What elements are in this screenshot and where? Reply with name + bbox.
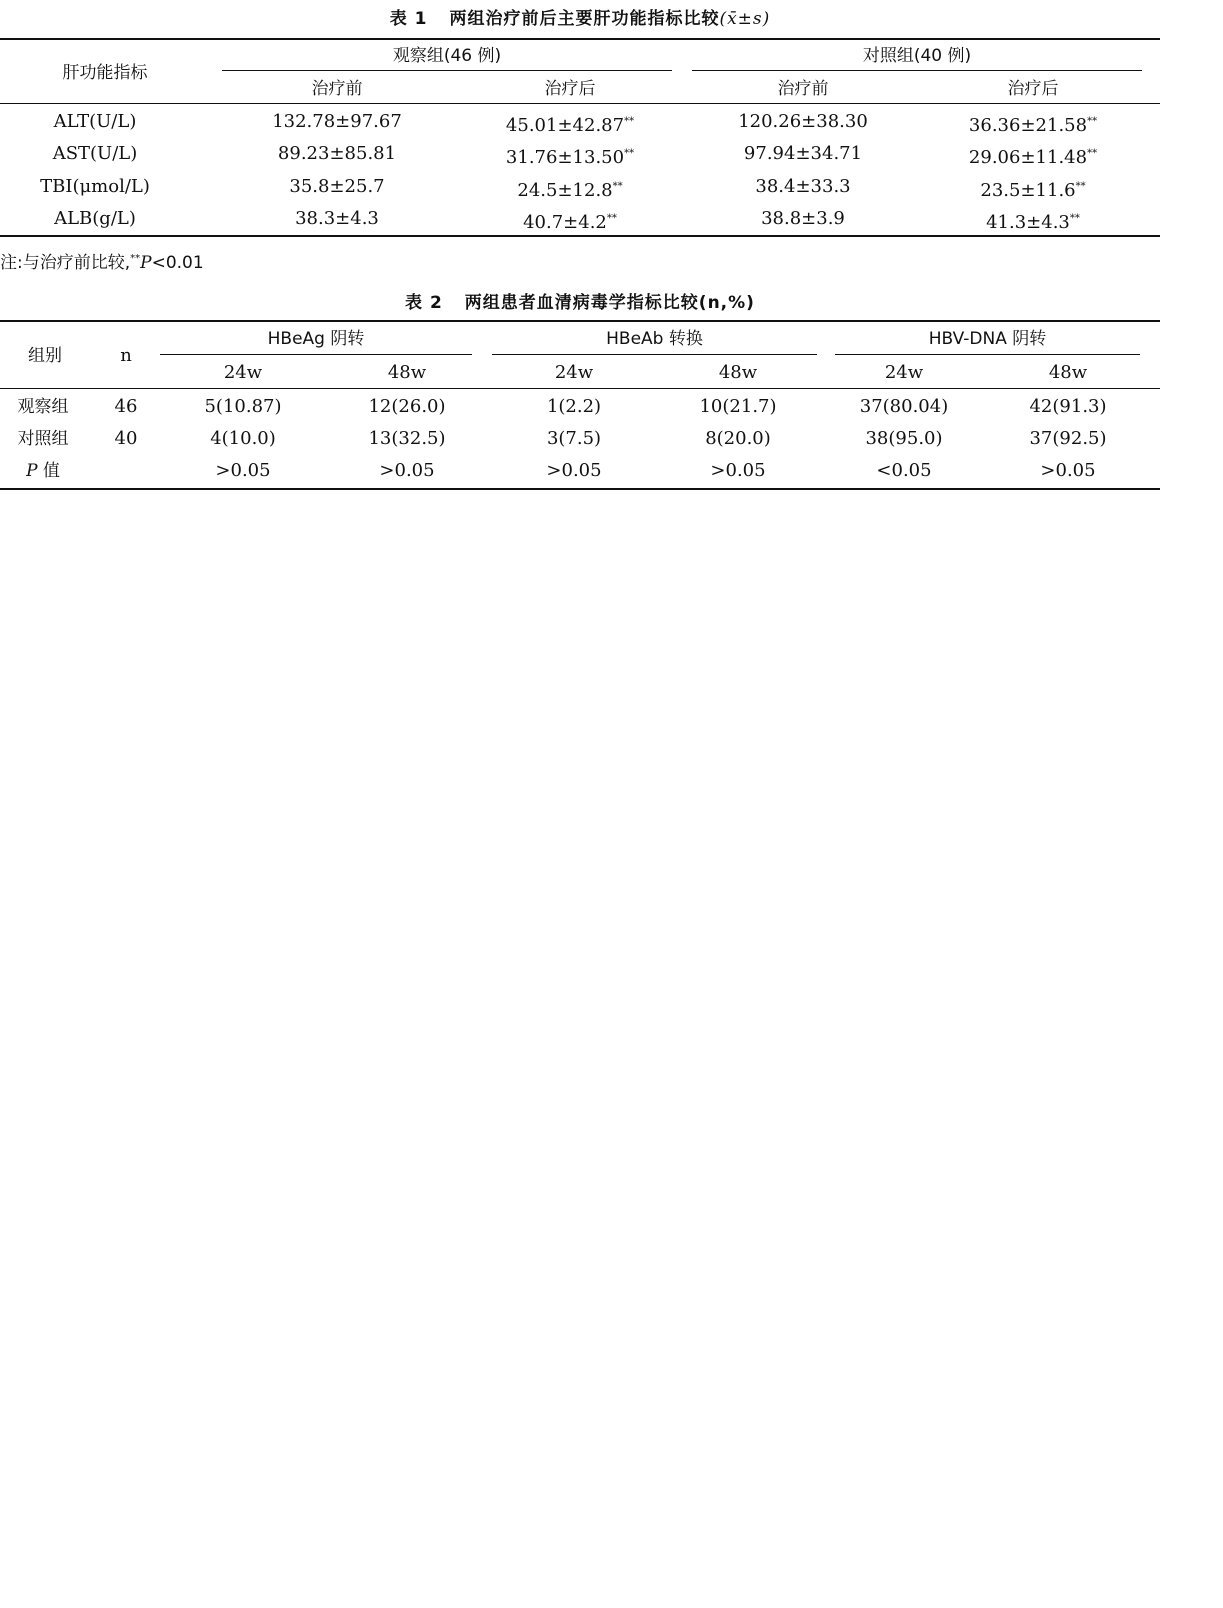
table1-row-label: AST(U/L): [52, 143, 138, 164]
significance-marker: **: [1075, 181, 1086, 192]
significance-marker: **: [624, 148, 635, 159]
table1-ctrl-underline: [692, 70, 1142, 71]
table2-hbeab-underline: [492, 354, 817, 355]
table1-row-label: ALB(g/L): [54, 208, 136, 229]
table2-subheader: 24w: [884, 362, 924, 383]
table1-bottom-rule: [0, 235, 1160, 237]
table1-group-ctrl: 对照组(40 例): [862, 46, 972, 66]
table1-subheader: 治疗后: [1007, 79, 1059, 99]
table2-header-rule: [0, 388, 1160, 389]
table2-cell: 4(10.0): [210, 428, 276, 449]
table2-row-label: 对照组: [17, 429, 69, 449]
table2-top-rule: [0, 320, 1160, 322]
significance-marker: **: [1087, 148, 1098, 159]
table2-caption-label: 表 2: [405, 293, 443, 313]
table1-cell: 120.26±38.30: [738, 111, 868, 132]
table2-p-cell: >0.05: [379, 460, 435, 481]
table1-subheader: 治疗前: [777, 79, 829, 99]
table2-cell: 37(80.04): [859, 396, 949, 417]
table2-cell: 10(21.7): [699, 396, 777, 417]
table1-subheader: 治疗前: [311, 79, 363, 99]
table1-cell: 97.94±34.71: [743, 143, 863, 164]
table1-cell: 45.01±42.87**: [505, 115, 635, 136]
table1-caption-title: 两组治疗前后主要肝功能指标比较: [449, 9, 720, 29]
table2-cell: 37(92.5): [1029, 428, 1107, 449]
table1-top-rule: [0, 38, 1160, 40]
table2-cell: 8(20.0): [705, 428, 771, 449]
table2-row-label: 观察组: [17, 397, 69, 417]
significance-marker: **: [1087, 116, 1098, 127]
table1-cell: 36.36±21.58**: [968, 115, 1098, 136]
table2-row-n: 46: [114, 396, 138, 417]
table1-group-obs: 观察组(46 例): [392, 46, 502, 66]
table1-obs-underline: [222, 70, 672, 71]
table1-row-label: ALT(U/L): [53, 111, 137, 132]
table2-caption: [0, 288, 1160, 313]
table1-row-header: 肝功能指标: [62, 63, 148, 83]
table2-p-cell: >0.05: [546, 460, 602, 481]
table2-hbvdna-underline: [835, 354, 1140, 355]
table2-cell: 5(10.87): [204, 396, 282, 417]
table2-cell: 3(7.5): [546, 428, 602, 449]
table2-p-cell: <0.05: [876, 460, 932, 481]
table2-col-n: n: [120, 345, 132, 366]
table1-cell: 38.3±4.3: [295, 208, 379, 229]
table1-cell: 132.78±97.67: [272, 111, 402, 132]
table2-cell: 1(2.2): [546, 396, 602, 417]
table2-subheader: 48w: [718, 362, 758, 383]
table2-p-cell: >0.05: [710, 460, 766, 481]
table2-row-n: 40: [114, 428, 138, 449]
table1-cell: 23.5±11.6**: [980, 180, 1086, 201]
table1-footnote: 注:与治疗前比较,**P<0.01: [0, 253, 204, 273]
significance-marker: **: [624, 116, 635, 127]
table1-cell: 38.4±33.3: [755, 176, 851, 197]
table1-cell: 41.3±4.3**: [986, 212, 1080, 233]
table1-subheader: 治疗后: [544, 79, 596, 99]
table1-cell: 31.76±13.50**: [505, 147, 635, 168]
table2-group-header: HBV-DNA 阴转: [928, 329, 1047, 349]
table1-caption-stat: (x̄±s): [719, 9, 771, 29]
table2-cell: 38(95.0): [865, 428, 943, 449]
table2-group-header: HBeAb 转换: [606, 329, 703, 349]
table2-hbeag-underline: [160, 354, 472, 355]
table1-cell: 38.8±3.9: [761, 208, 845, 229]
table2-group-header: HBeAg 阴转: [267, 329, 365, 349]
significance-marker: **: [612, 181, 623, 192]
table1-cell: 40.7±4.2**: [523, 212, 617, 233]
table1-row-label: TBI(μmol/L): [40, 176, 150, 197]
table2-p-cell: >0.05: [1040, 460, 1096, 481]
table1-cell: 35.8±25.7: [289, 176, 385, 197]
table2-subheader: 24w: [554, 362, 594, 383]
table2-cell: 13(32.5): [368, 428, 446, 449]
table2-subheader: 48w: [387, 362, 427, 383]
table2-col-group: 组别: [28, 346, 62, 366]
table2-p-cell: >0.05: [215, 460, 271, 481]
table2-subheader: 24w: [223, 362, 263, 383]
table1-cell: 89.23±85.81: [277, 143, 397, 164]
table1-caption: [0, 4, 1160, 29]
table2-subheader: 48w: [1048, 362, 1088, 383]
table1-header-rule: [0, 103, 1160, 104]
table2-cell: 12(26.0): [368, 396, 446, 417]
table2-cell: 42(91.3): [1029, 396, 1107, 417]
table1-cell: 24.5±12.8**: [517, 180, 623, 201]
table2-p-label: P 值: [26, 461, 60, 481]
table2-bottom-rule: [0, 488, 1160, 490]
significance-marker: **: [606, 213, 617, 224]
significance-marker: **: [1069, 213, 1080, 224]
table1-cell: 29.06±11.48**: [968, 147, 1098, 168]
table1-caption-label: 表 1: [389, 9, 428, 29]
table2-caption-title: 两组患者血清病毒学指标比较(n,%): [464, 293, 755, 313]
